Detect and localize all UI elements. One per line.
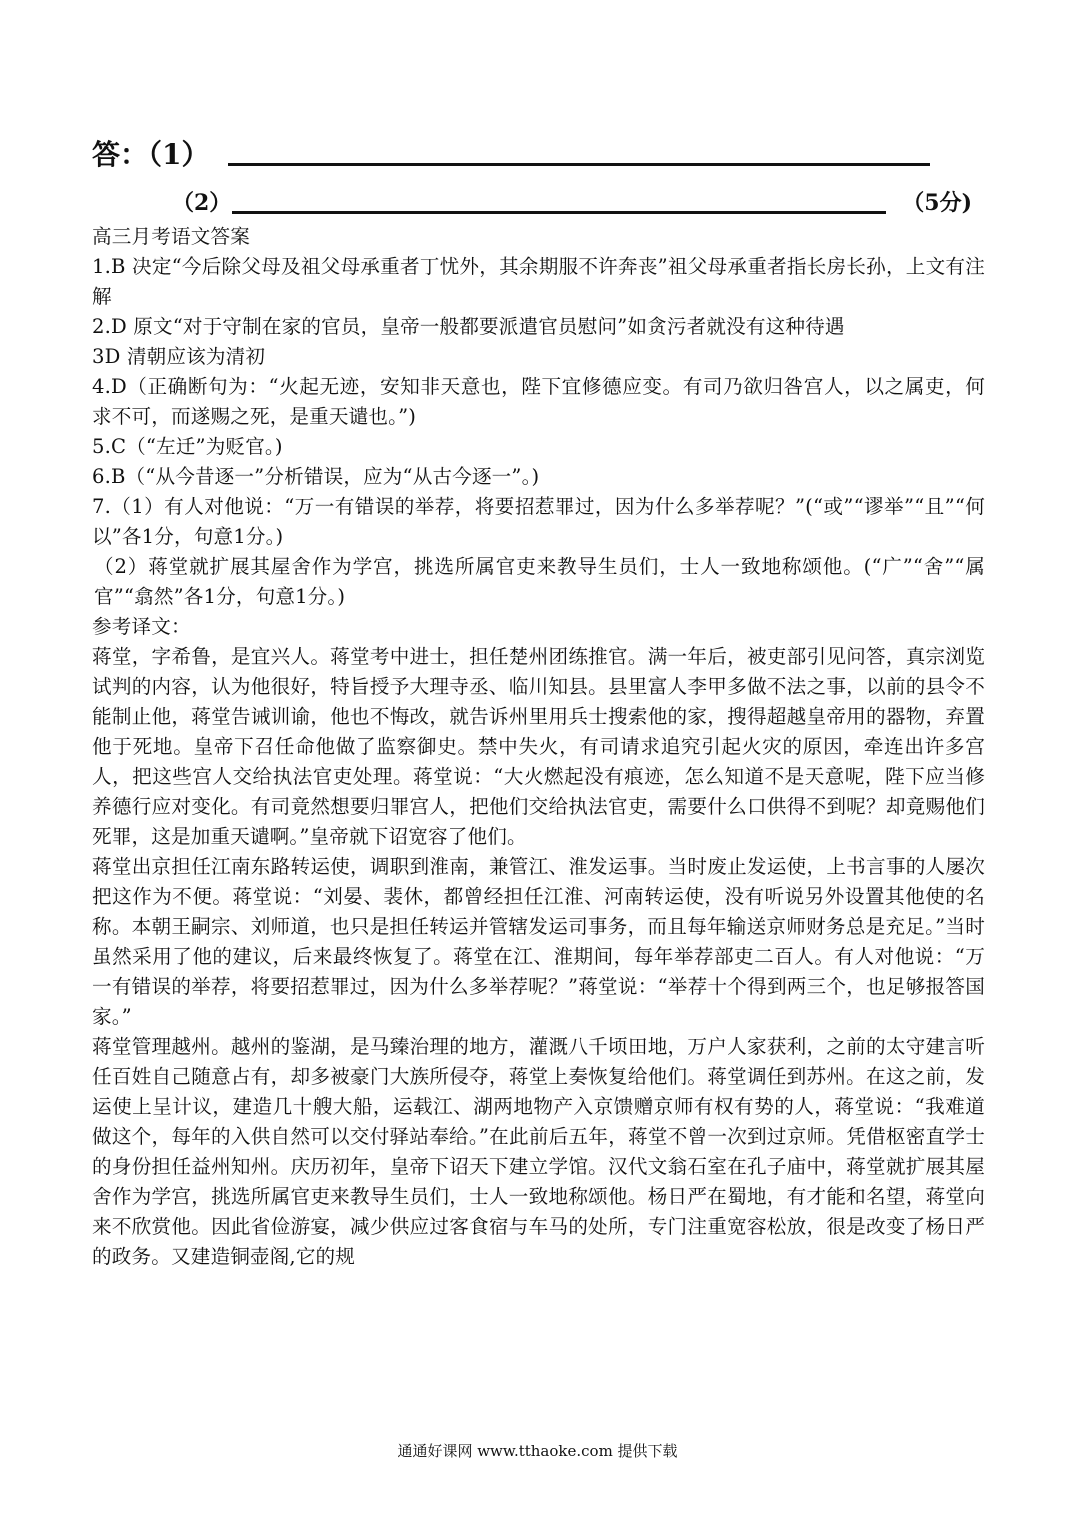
answer-points: （5分) [902,190,972,216]
translation-paragraph-3: 蒋堂管理越州。越州的鉴湖，是马臻治理的地方，灌溉八千顷田地，万户人家获利，之前的太守建言听任百姓自己随意占有，却多被豪门大族所侵夺，蒋堂上奏恢复给他们。蒋堂调任到苏州。在这之前，发运使上呈计议，建造几十艘大船，运载江、湖两地物产入京馈赠京师有权有势的人，蒋堂说：“我难道做这个，每年的入供自然可以交付驿站奉给。”在此前后五年，蒋堂不曾一次到过京师。凭借枢密直学士的身份担任益州知州。庆历初年，皇帝下诏天下建立学馆。汉代文翁石室在孔子庙中，蒋堂就扩展其屋舍作为学宫，挑选所属官吏来教导生员们，士人一致地称颂他。杨日严在蜀地，有才能和名望，蒋堂向来不欣赏他。因此省俭游宴，减少供应过客食宿与车马的处所，专门注重宽容松放，很是改变了杨日严的政务。又建造铜壶阁,它的规 [92,1035,985,1268]
answer-key-body [92,222,985,1272]
answer-q2: 2.D 原文“对于守制在家的官员，皇帝一般都要派遣官员慰问”如贪污者就没有这种待遇 [92,315,845,338]
answer-blank-1 [228,163,930,166]
answer-line-2 [172,186,972,222]
answer-key-title: 高三月考语文答案 [92,225,250,248]
answer-line-1 [92,135,972,175]
translation-paragraph-2: 蒋堂出京担任江南东路转运使，调职到淮南，兼管江、淮发运事。当时废止发运使，上书言事的人屡次把这作为不便。蒋堂说：“刘晏、裴休，都曾经担任江淮、河南转运使，没有听说另外设置其他使的名称。本朝王嗣宗、刘师道，也只是担任转运并管辖发运司事务，而且每年输送京师财务总是充足。”当时虽然采用了他的建议，后来最终恢复了。蒋堂在江、淮期间，每年举荐部吏二百人。有人对他说：“万一有错误的举荐，将要招惹罪过，因为什么多举荐呢？”蒋堂说：“举荐十个得到两三个，也足够报答国家。” [92,855,985,1028]
answer-label-1: 答：（1） [92,138,210,171]
answer-q6: 6.B（“从今昔逐一”分析错误，应为“从古今逐一”。) [92,465,540,488]
answer-q1: 1.B 决定“今后除父母及祖父母承重者丁忧外，其余期服不许奔丧”祖父母承重者指长房长孙，上文有注解 [92,255,985,308]
answer-blank-2 [232,211,886,214]
answer-q4: 4.D（正确断句为：“火起无迹，安知非天意也，陛下宜修德应变。有司乃欲归咎宫人，以之属吏，何求不可，而遂赐之死，是重天谴也。”) [92,375,985,428]
answer-q7-part2: （2）蒋堂就扩展其屋舍作为学宫，挑选所属官吏来教导生员们，士人一致地称颂他。(“广”“舍”“属官”“翕然”各1分，句意1分。) [94,555,985,608]
page-footer: 通通好课网 www.tthaoke.com 提供下载 [397,1442,678,1460]
translation-paragraph-1: 蒋堂，字希鲁，是宜兴人。蒋堂考中进士，担任楚州团练推官。满一年后，被吏部引见问答，真宗浏览试判的内容，认为他很好，特旨授予大理寺丞、临川知县。县里富人李甲多做不法之事，以前的县令不能制止他，蒋堂告诫训谕，他也不悔改，就告诉州里用兵士搜索他的家，搜得超越皇帝用的器物，弃置他于死地。皇帝下召任命他做了监察御史。禁中失火，有司请求追究引起火灾的原因，牵连出许多宫人，把这些宫人交给执法官吏处理。蒋堂说：“大火燃起没有痕迹，怎么知道不是天意呢，陛下应当修养德行应对变化。有司竟然想要归罪宫人，把他们交给执法官吏，需要什么口供得不到呢？却竟赐他们死罪，这是加重天谴啊。”皇帝就下诏宽容了他们。 [92,645,985,848]
answer-label-2: （2） [172,190,232,216]
answer-q7-part1: 7.（1）有人对他说：“万一有错误的举荐，将要招惹罪过，因为什么多举荐呢？”(“或”“谬举”“且”“何以”各1分，句意1分。) [92,495,985,548]
answer-q5: 5.C（“左迁”为贬官。) [92,435,283,458]
translation-heading: 参考译文： [92,615,191,638]
answer-q3: 3D 清朝应该为清初 [92,345,266,368]
